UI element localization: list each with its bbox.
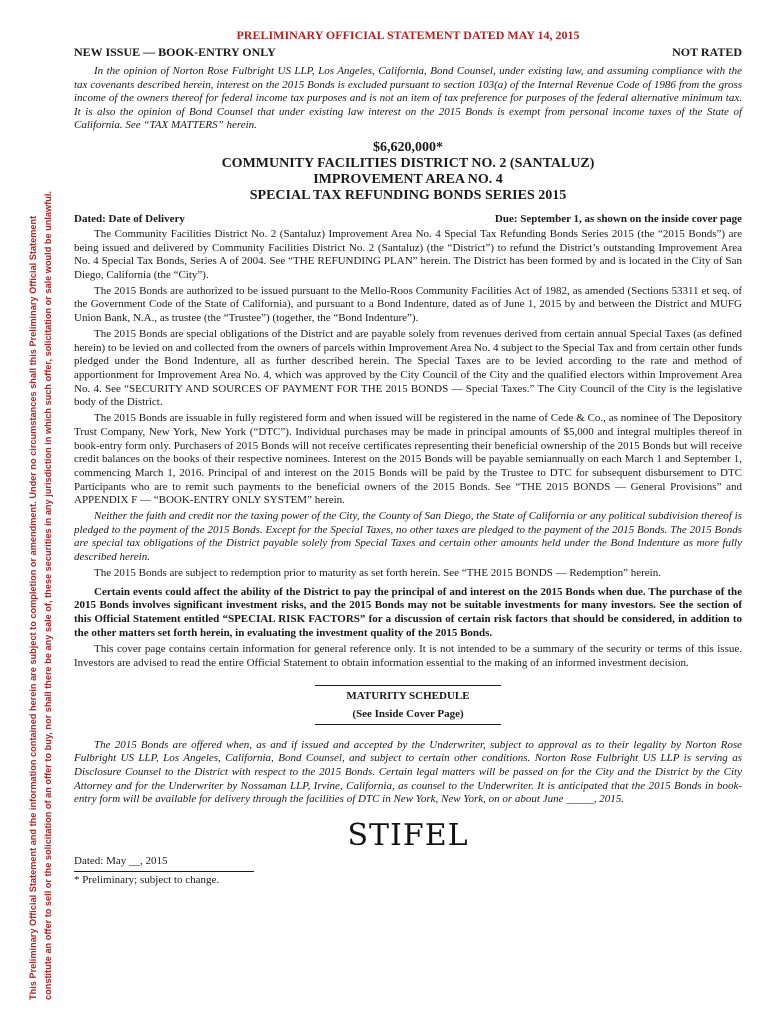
margin-notice-line-1: This Preliminary Official Statement and the information contained herein are subject to completion or amendment. Under no circumstances shall this Preliminary Official Statement <box>28 215 38 1000</box>
maturity-schedule-box <box>315 685 501 725</box>
tax-opinion: In the opinion of Norton Rose Fulbright US LLP, Los Angeles, California, Bond Counsel, under existing law, and assuming compliance with the tax covenants described herein, interest on the 2015 Bonds is excluded pursuant to section 103(a) of the Internal Revenue Code of 1986 from the gross income of the owners thereof for federal income tax purposes and is not an item of tax preference for purposes of the federal alternative minimum tax. It is also the opinion of Bond Counsel that under existing law interest on the 2015 Bonds is exempt from personal income taxes of the State of California. See “TAX MATTERS” herein. <box>74 65 742 132</box>
bond-amount: $6,620,000* <box>373 139 443 155</box>
due-label: Due: September 1, as shown on the inside cover page <box>494 212 742 225</box>
official-statement-cover <box>74 28 742 887</box>
improvement-area-title: IMPROVEMENT AREA NO. 4 <box>313 171 503 187</box>
new-issue-label: NEW ISSUE — BOOK-ENTRY ONLY <box>74 45 276 59</box>
maturity-subheading: (See Inside Cover Page) <box>352 707 464 720</box>
statement-date: Dated: May __, 2015 <box>74 855 168 868</box>
margin-notice-line-2: constitute an offer to sell or the solicitation of an offer to buy, nor shall there be any sale of, these securities in any jurisdiction in which such offer, solicitation or sale would be unlawful. <box>43 191 53 1000</box>
preliminary-heading: PRELIMINARY OFFICIAL STATEMENT DATED MAY 14, 2015 <box>236 28 580 42</box>
stifel-logo: STIFEL <box>347 818 469 854</box>
paragraph-faith-credit: Neither the faith and credit nor the taxing power of the City, the County of San Diego, the State of California or any political subdivision thereof is pledged to the payment of the 2015 Bonds. Except for the Special Taxes, no other taxes are pledged to the payment of the 2015 Bonds. The 2015 Bonds are special tax obligations of the District payable solely from Special Taxes and certain other amounts held under the Bond Indenture as more fully described herein. <box>74 510 742 564</box>
paragraph-special-obligations: The 2015 Bonds are special obligations of the District and are payable solely from revenues derived from certain annual Special Taxes (as defined herein) to be levied on and collected from the owners of parcels within Improvement Area No. 4 subject to the Special Tax and from certain other funds pledged under the Bond Indenture, all as further described herein. The Special Taxes are to be levied according to the rate and method of apportionment for Improvement Area No. 4, which was approved by the City Council of the City and the qualified electors within Improvement Area No. 4. See “SECURITY AND SOURCES OF PAYMENT FOR THE 2015 BONDS — Special Taxes.” The City Council of the City is the legislative body of the District. <box>74 327 742 409</box>
paragraph-registration: The 2015 Bonds are issuable in fully registered form and when issued will be registered in the name of Cede & Co., as nominee of The Depository Trust Company, New York, New York (“DTC”). Individual purchases may be made in principal amounts of $5,000 and integral multiples thereof in book-entry form only. Purchasers of 2015 Bonds will not receive certificates representing their beneficial ownership of the 2015 Bonds but will receive credit balances on the books of their respective nominees. Interest on the 2015 Bonds will be payable semiannually on each March 1 and September 1, commencing March 1, 2016. Principal of and interest on the 2015 Bonds will be paid by the Trustee to DTC for subsequent disbursement to DTC Participants who are to remit such payments to the beneficial owners of the 2015 Bonds. See “THE 2015 BONDS — General Provisions” and APPENDIX F — “BOOK-ENTRY ONLY SYSTEM” herein. <box>74 412 742 507</box>
preliminary-notice-margin <box>2 0 58 1000</box>
issuer-title: COMMUNITY FACILITIES DISTRICT NO. 2 (SANTALUZ) <box>221 155 595 171</box>
rating-label: NOT RATED <box>672 45 742 59</box>
issue-row <box>74 44 742 60</box>
paragraph-redemption: The 2015 Bonds are subject to redemption prior to maturity as set forth herein. See “THE 2015 BONDS — Redemption” herein. <box>94 566 661 579</box>
paragraph-authorization: The 2015 Bonds are authorized to be issued pursuant to the Mello-Roos Community Facilities Act of 1982, as amended (Sections 53311 et seq. of the Government Code of the State of California), and pursuant to a Bond Indenture, dated as of June 1, 2015 by and between the District and MUFG Union Bank, N.A., as trustee (the “Trustee”) (together, the “Bond Indenture”). <box>74 284 742 325</box>
preliminary-footnote: * Preliminary; subject to change. <box>74 874 220 887</box>
dated-label: Dated: Date of Delivery <box>74 212 185 225</box>
paragraph-risk-warning: Certain events could affect the ability of the District to pay the principal of and interest on the 2015 Bonds when due. The purchase of the 2015 Bonds involves significant investment risks, and the 2015 Bonds may not be suitable investments for many investors. See the section of this Official Statement entitled “SPECIAL RISK FACTORS” for a discussion of certain risk factors that should be considered, in addition to the other matters set forth herein, in evaluating the investment quality of the 2015 Bonds. <box>74 585 742 640</box>
bond-series-title: SPECIAL TAX REFUNDING BONDS SERIES 2015 <box>249 187 567 203</box>
footnote-divider <box>74 871 254 872</box>
maturity-heading: MATURITY SCHEDULE <box>346 689 470 702</box>
dates-row <box>74 212 742 226</box>
offering-paragraph: The 2015 Bonds are offered when, as and if issued and accepted by the Underwriter, subject to approval as to their legality by Norton Rose Fulbright US LLP, Los Angeles, California, Bond Counsel, and subject to certain other conditions. Norton Rose Fulbright US LLP is serving as Disclosure Counsel to the District with respect to the 2015 Bonds. Certain legal matters will be passed on for the City and the District by the City Attorney and for the Underwriter by Nossaman LLP, Irvine, California, as counsel to the Underwriter. It is anticipated that the 2015 Bonds in book-entry form will be available for delivery through the facilities of DTC in New York, New York, on or about June _____, 2015. <box>74 738 742 806</box>
paragraph-issuance: The Community Facilities District No. 2 (Santaluz) Improvement Area No. 4 Special Tax Refunding Bonds Series 2015 (the “2015 Bonds”) are being issued and delivered by Community Facilities District No. 2 (Santaluz) (the “District”) to refund the District’s outstanding Improvement Area No. 4 Special Tax Bonds, Series A of 2004. See “THE REFUNDING PLAN” herein. The District has been formed by and is located in the City of San Diego, California (the “City”). <box>74 227 742 282</box>
paragraph-reference: This cover page contains certain information for general reference only. It is not intended to be a summary of the security or terms of this issue. Investors are advised to read the entire Official Statement to obtain information essential to the making of an informed investment decision. <box>74 643 742 669</box>
